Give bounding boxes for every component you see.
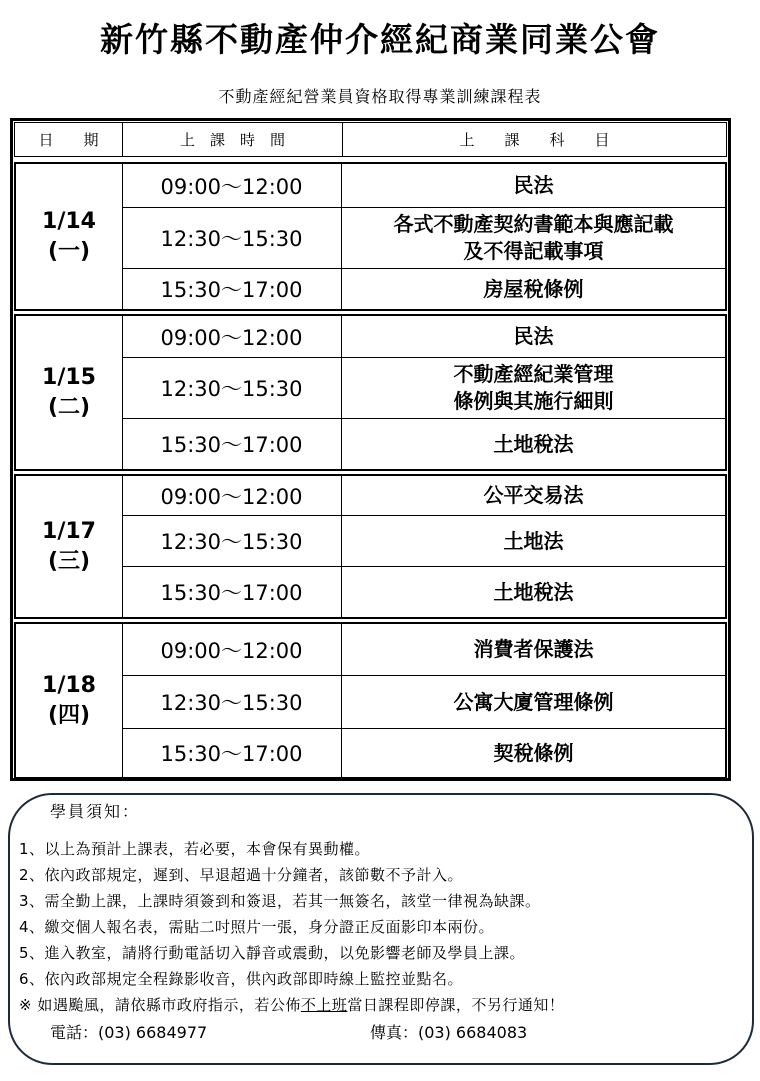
session-time: 09:00～12:00 [122, 624, 342, 675]
session-subject: 房屋稅條例 [483, 276, 584, 301]
session-subject: 民法 [513, 173, 554, 197]
session-row [122, 728, 725, 777]
notice-item: 3、需全勤上課，上課時須簽到和簽退，若其一無簽名，該堂一律視為缺課。 [19, 892, 541, 910]
page-subtitle: 不動產經紀營業員資格取得專業訓練課程表 [218, 87, 542, 106]
typhoon-notice-suffix: 當日課程即停課，不另行通知！ [347, 996, 565, 1014]
session-subject: 土地稅法 [493, 579, 574, 604]
day-date: 1/18 [42, 672, 96, 698]
session-time: 15:30～17:00 [122, 269, 342, 309]
session-row [122, 566, 725, 617]
phone-number: 電話：(03) 6684977 [50, 1023, 208, 1042]
session-subject: 公寓大廈管理條例 [453, 689, 614, 714]
session-time: 15:30～17:00 [122, 567, 342, 617]
typhoon-notice-emphasis: 不上班 [300, 996, 348, 1014]
session-time: 15:30～17:00 [122, 419, 342, 469]
day-block [14, 622, 727, 779]
session-time: 12:30～15:30 [122, 358, 342, 418]
session-subject: 各式不動產契約書範本與應記載 及不得記載事項 [393, 212, 674, 263]
day-block [14, 314, 727, 471]
session-row [122, 268, 725, 309]
session-time: 09:00～12:00 [122, 316, 342, 357]
day-block [14, 162, 727, 311]
day-date: 1/15 [42, 364, 96, 390]
session-time: 15:30～17:00 [122, 729, 342, 777]
day-date: 1/17 [42, 518, 96, 544]
session-time: 09:00～12:00 [122, 476, 342, 515]
day-date-cell [16, 164, 123, 309]
session-row [122, 316, 725, 357]
session-time: 12:30～15:30 [122, 516, 342, 566]
schedule-table-header [14, 122, 727, 157]
session-time: 12:30～15:30 [122, 676, 342, 728]
day-block [14, 474, 727, 619]
session-time: 09:00～12:00 [122, 164, 342, 207]
session-subject: 公平交易法 [483, 483, 584, 507]
notice-item: 4、繳交個人報名表，需貼二吋照片一張，身分證正反面影印本兩份。 [19, 918, 495, 936]
notice-item: 5、進入教室，請將行動電話切入靜音或震動，以免影響老師及學員上課。 [19, 944, 526, 962]
fax-number: 傳真：(03) 6684083 [370, 1023, 528, 1042]
session-subject: 民法 [513, 324, 554, 348]
session-row [122, 418, 725, 469]
day-date-cell [16, 624, 123, 777]
notice-item: 1、以上為預計上課表，若必要，本會保有異動權。 [19, 840, 371, 858]
day-date-cell [16, 476, 123, 617]
session-row [122, 476, 725, 515]
day-weekday: (一) [47, 238, 91, 264]
session-subject: 消費者保護法 [473, 637, 594, 661]
day-weekday: (四) [47, 702, 91, 728]
typhoon-notice-prefix: ※ 如遇颱風，請依縣市政府指示，若公佈 [19, 996, 301, 1014]
session-row [122, 357, 725, 418]
day-weekday: (三) [47, 548, 91, 574]
session-row [122, 164, 725, 207]
session-subject: 土地稅法 [493, 431, 574, 456]
notice-title: 學員須知： [50, 802, 141, 821]
session-subject: 土地法 [503, 528, 564, 553]
session-row [122, 624, 725, 675]
day-date-cell [16, 316, 123, 469]
day-weekday: (二) [47, 394, 91, 420]
session-row [122, 207, 725, 268]
typhoon-notice [19, 994, 564, 1015]
notice-item: 6、依內政部規定全程錄影收音，供內政部即時線上監控並點名。 [19, 970, 464, 988]
page-title: 新竹縣不動產仲介經紀商業同業公會 [100, 20, 660, 59]
notice-box [8, 793, 754, 1065]
day-date: 1/14 [42, 208, 96, 234]
session-row [122, 515, 725, 566]
column-header-date: 日 期 [15, 123, 123, 156]
session-subject: 契稅條例 [493, 740, 574, 765]
column-header-time: 上 課 時 間 [123, 123, 343, 156]
session-row [122, 675, 725, 728]
notice-item: 2、依內政部規定，遲到、早退超過十分鐘者，該節數不予計入。 [19, 866, 464, 884]
session-time: 12:30～15:30 [122, 208, 342, 268]
column-header-subject: 上 課 科 目 [459, 131, 610, 149]
session-subject: 不動產經紀業管理 條例與其施行細則 [453, 362, 614, 413]
